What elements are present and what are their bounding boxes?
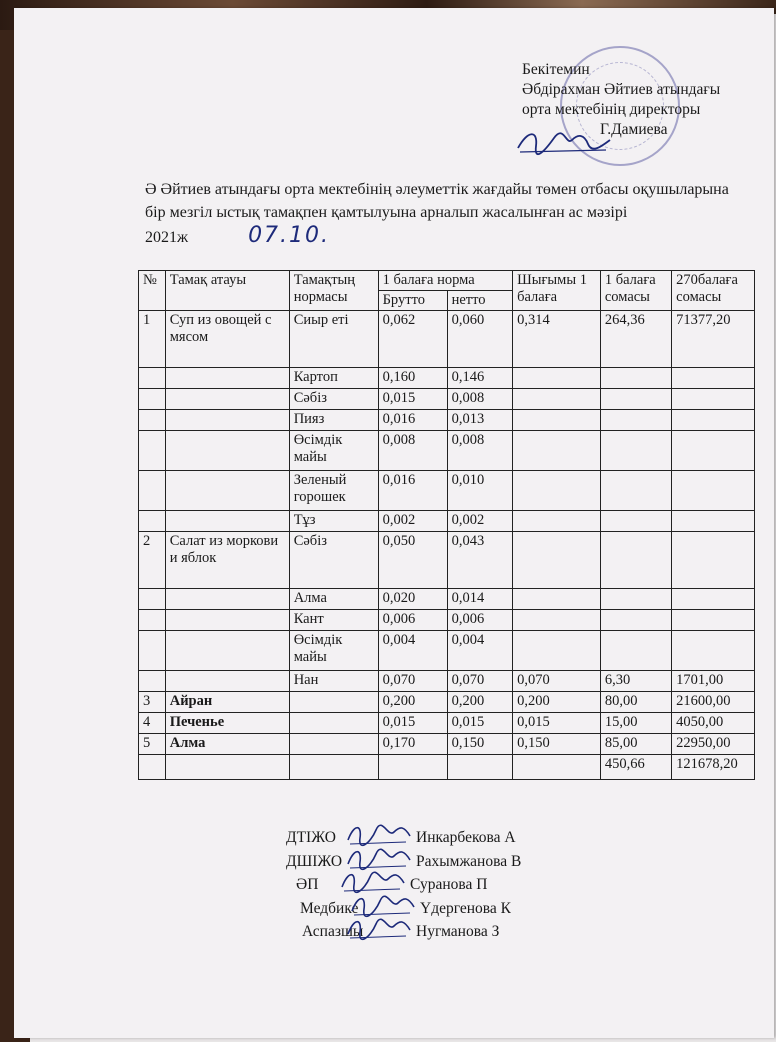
signature-role: ДТІЖО bbox=[286, 829, 336, 846]
cell-dish bbox=[165, 631, 289, 671]
header-food: Тамақтың нормасы bbox=[289, 271, 378, 311]
cell-brutto: 0,015 bbox=[378, 713, 447, 734]
cell-netto: 0,004 bbox=[447, 631, 513, 671]
cell-dish: Суп из овощей с мясом bbox=[165, 311, 289, 368]
signature-name: Үдергенова К bbox=[420, 899, 511, 917]
signature-name: Инкарбекова А bbox=[416, 829, 516, 846]
cell-no: 1 bbox=[139, 311, 166, 368]
handwritten-date: 07.10. bbox=[248, 223, 331, 248]
cell-no bbox=[139, 410, 166, 431]
cell-dish: Айран bbox=[165, 692, 289, 713]
cell-dish bbox=[165, 610, 289, 631]
cell-no bbox=[139, 431, 166, 471]
cell-food: Нан bbox=[289, 671, 378, 692]
cell-expense: 0,314 bbox=[513, 311, 601, 368]
cell-netto: 0,200 bbox=[447, 692, 513, 713]
cell-dish bbox=[165, 589, 289, 610]
cell-brutto: 0,070 bbox=[378, 671, 447, 692]
signature-role: Медбике bbox=[300, 899, 359, 917]
cell-one-sum: 80,00 bbox=[600, 692, 671, 713]
signatures-block bbox=[286, 826, 522, 944]
cell-one-sum bbox=[600, 431, 671, 471]
table-row bbox=[139, 410, 755, 431]
handwritten-signature bbox=[344, 914, 414, 944]
cell-one-sum: 6,30 bbox=[600, 671, 671, 692]
table-row bbox=[139, 610, 755, 631]
cell-netto: 0,002 bbox=[447, 511, 513, 532]
cell-expense bbox=[513, 589, 601, 610]
cell-total-sum: 21600,00 bbox=[672, 692, 755, 713]
table-row bbox=[139, 471, 755, 511]
cell-food: Тұз bbox=[289, 511, 378, 532]
table-row bbox=[139, 713, 755, 734]
signature-name: Нугманова З bbox=[416, 923, 500, 940]
cell-expense bbox=[513, 368, 601, 389]
cell-total-sum bbox=[672, 532, 755, 589]
cell-dish bbox=[165, 471, 289, 511]
cell-total-sum bbox=[672, 471, 755, 511]
approval-heading: Бекітемин bbox=[522, 61, 590, 78]
header-norm: 1 балаға норма bbox=[378, 271, 513, 291]
cell-no: 5 bbox=[139, 734, 166, 755]
table-header-row bbox=[139, 271, 755, 291]
table-row bbox=[139, 368, 755, 389]
document-title bbox=[145, 178, 745, 249]
header-total-sum: 270балаға сомасы bbox=[672, 271, 755, 311]
cell-netto: 0,010 bbox=[447, 471, 513, 511]
table-row bbox=[139, 671, 755, 692]
cell-no: 2 bbox=[139, 532, 166, 589]
director-signature bbox=[514, 126, 614, 158]
cell-no bbox=[139, 471, 166, 511]
cell-no bbox=[139, 671, 166, 692]
header-netto: нетто bbox=[447, 291, 513, 311]
table-row bbox=[139, 589, 755, 610]
cell-expense: 0,150 bbox=[513, 734, 601, 755]
cell-total-sum bbox=[672, 589, 755, 610]
cell-expense: 0,070 bbox=[513, 671, 601, 692]
cell-expense bbox=[513, 610, 601, 631]
signature-row bbox=[286, 920, 500, 944]
cell-no bbox=[139, 755, 166, 780]
cell-dish: Салат из моркови и яблок bbox=[165, 532, 289, 589]
cell-total-sum: 71377,20 bbox=[672, 311, 755, 368]
signature-name: Суранова П bbox=[410, 876, 488, 893]
cell-netto: 0,014 bbox=[447, 589, 513, 610]
cell-brutto: 0,160 bbox=[378, 368, 447, 389]
cell-expense bbox=[513, 410, 601, 431]
cell-one-sum bbox=[600, 368, 671, 389]
approval-position: орта мектебінің директоры bbox=[522, 101, 701, 118]
cell-no bbox=[139, 511, 166, 532]
cell-expense bbox=[513, 532, 601, 589]
cell-dish bbox=[165, 671, 289, 692]
cell-expense bbox=[513, 471, 601, 511]
cell-no bbox=[139, 389, 166, 410]
table-row bbox=[139, 311, 755, 368]
cell-brutto: 0,200 bbox=[378, 692, 447, 713]
cell-netto: 0,008 bbox=[447, 431, 513, 471]
title-text: Ә Әйтиев атындағы орта мектебінің әлеуметтік жағдайы төмен отбасы оқушыларына бір мезгіл ыстық тамақпен қамтылуына арналып жасалынған ас мәзірі 2021ж bbox=[145, 181, 729, 246]
cell-brutto: 0,002 bbox=[378, 511, 447, 532]
cell-dish: Печенье bbox=[165, 713, 289, 734]
table-row bbox=[139, 631, 755, 671]
cell-netto: 0,015 bbox=[447, 713, 513, 734]
cell-netto: 0,008 bbox=[447, 389, 513, 410]
cell-dish bbox=[165, 755, 289, 780]
cell-expense bbox=[513, 431, 601, 471]
header-no: № bbox=[139, 271, 166, 311]
cell-brutto: 0,008 bbox=[378, 431, 447, 471]
signature-name: Рахымжанова В bbox=[416, 852, 522, 870]
cell-food bbox=[289, 713, 378, 734]
cell-one-sum bbox=[600, 389, 671, 410]
cell-netto: 0,043 bbox=[447, 532, 513, 589]
cell-food bbox=[289, 755, 378, 780]
cell-one-sum bbox=[600, 589, 671, 610]
cell-food: Зеленый горошек bbox=[289, 471, 378, 511]
cell-expense bbox=[513, 755, 601, 780]
cell-total-sum: 1701,00 bbox=[672, 671, 755, 692]
cell-netto: 0,146 bbox=[447, 368, 513, 389]
cell-dish bbox=[165, 511, 289, 532]
cell-brutto: 0,004 bbox=[378, 631, 447, 671]
table-row bbox=[139, 431, 755, 471]
cell-food bbox=[289, 692, 378, 713]
cell-no bbox=[139, 589, 166, 610]
cell-one-sum: 450,66 bbox=[600, 755, 671, 780]
table-row bbox=[139, 692, 755, 713]
cell-brutto: 0,170 bbox=[378, 734, 447, 755]
cell-total-sum: 22950,00 bbox=[672, 734, 755, 755]
cell-total-sum bbox=[672, 610, 755, 631]
cell-netto: 0,013 bbox=[447, 410, 513, 431]
signature-role: ДШІЖО bbox=[286, 852, 343, 870]
cell-dish bbox=[165, 368, 289, 389]
signature-role: Аспазшы bbox=[302, 923, 364, 940]
cell-one-sum bbox=[600, 410, 671, 431]
cell-food: Сиыр еті bbox=[289, 311, 378, 368]
cell-total-sum bbox=[672, 631, 755, 671]
document-page bbox=[14, 8, 774, 1038]
cell-netto: 0,060 bbox=[447, 311, 513, 368]
cell-netto bbox=[447, 755, 513, 780]
cell-brutto: 0,050 bbox=[378, 532, 447, 589]
cell-one-sum: 15,00 bbox=[600, 713, 671, 734]
cell-one-sum: 264,36 bbox=[600, 311, 671, 368]
cell-brutto: 0,006 bbox=[378, 610, 447, 631]
cell-expense bbox=[513, 631, 601, 671]
cell-food: Картоп bbox=[289, 368, 378, 389]
menu-table bbox=[138, 270, 755, 780]
cell-total-sum: 121678,20 bbox=[672, 755, 755, 780]
cell-food: Өсімдік майы bbox=[289, 631, 378, 671]
cell-food: Өсімдік майы bbox=[289, 431, 378, 471]
signature-role: ӘП bbox=[296, 876, 319, 893]
cell-food: Алма bbox=[289, 589, 378, 610]
approval-school: Әбдірахман Әйтиев атындағы bbox=[522, 81, 721, 98]
cell-total-sum bbox=[672, 389, 755, 410]
cell-netto: 0,070 bbox=[447, 671, 513, 692]
cell-brutto: 0,016 bbox=[378, 410, 447, 431]
cell-total-sum bbox=[672, 368, 755, 389]
cell-food: Пияз bbox=[289, 410, 378, 431]
header-one-sum: 1 балаға сомасы bbox=[600, 271, 671, 311]
cell-expense: 0,015 bbox=[513, 713, 601, 734]
cell-dish: Алма bbox=[165, 734, 289, 755]
cell-brutto: 0,015 bbox=[378, 389, 447, 410]
cell-total-sum bbox=[672, 410, 755, 431]
cell-no bbox=[139, 610, 166, 631]
cell-brutto: 0,062 bbox=[378, 311, 447, 368]
cell-total-sum bbox=[672, 511, 755, 532]
cell-no bbox=[139, 368, 166, 389]
header-brutto: Брутто bbox=[378, 291, 447, 311]
table-row bbox=[139, 511, 755, 532]
cell-one-sum bbox=[600, 471, 671, 511]
table-row bbox=[139, 755, 755, 780]
cell-one-sum bbox=[600, 511, 671, 532]
table-row bbox=[139, 389, 755, 410]
cell-brutto bbox=[378, 755, 447, 780]
cell-food: Сәбіз bbox=[289, 532, 378, 589]
table-row bbox=[139, 532, 755, 589]
cell-netto: 0,150 bbox=[447, 734, 513, 755]
cell-no bbox=[139, 631, 166, 671]
cell-total-sum: 4050,00 bbox=[672, 713, 755, 734]
cell-expense: 0,200 bbox=[513, 692, 601, 713]
cell-no: 4 bbox=[139, 713, 166, 734]
table-row bbox=[139, 734, 755, 755]
cell-no: 3 bbox=[139, 692, 166, 713]
cell-dish bbox=[165, 389, 289, 410]
cell-dish bbox=[165, 431, 289, 471]
approval-director: Г.Дамиева bbox=[600, 121, 668, 138]
cell-brutto: 0,016 bbox=[378, 471, 447, 511]
cell-one-sum bbox=[600, 631, 671, 671]
cell-expense bbox=[513, 389, 601, 410]
cell-food bbox=[289, 734, 378, 755]
menu-table-body bbox=[139, 311, 755, 780]
cell-brutto: 0,020 bbox=[378, 589, 447, 610]
cell-one-sum bbox=[600, 610, 671, 631]
cell-one-sum: 85,00 bbox=[600, 734, 671, 755]
header-expense: Шығымы 1 балаға bbox=[513, 271, 601, 311]
header-dish: Тамақ атауы bbox=[165, 271, 289, 311]
cell-food: Сәбіз bbox=[289, 389, 378, 410]
cell-expense bbox=[513, 511, 601, 532]
cell-food: Кант bbox=[289, 610, 378, 631]
cell-netto: 0,006 bbox=[447, 610, 513, 631]
cell-dish bbox=[165, 410, 289, 431]
cell-one-sum bbox=[600, 532, 671, 589]
cell-total-sum bbox=[672, 431, 755, 471]
